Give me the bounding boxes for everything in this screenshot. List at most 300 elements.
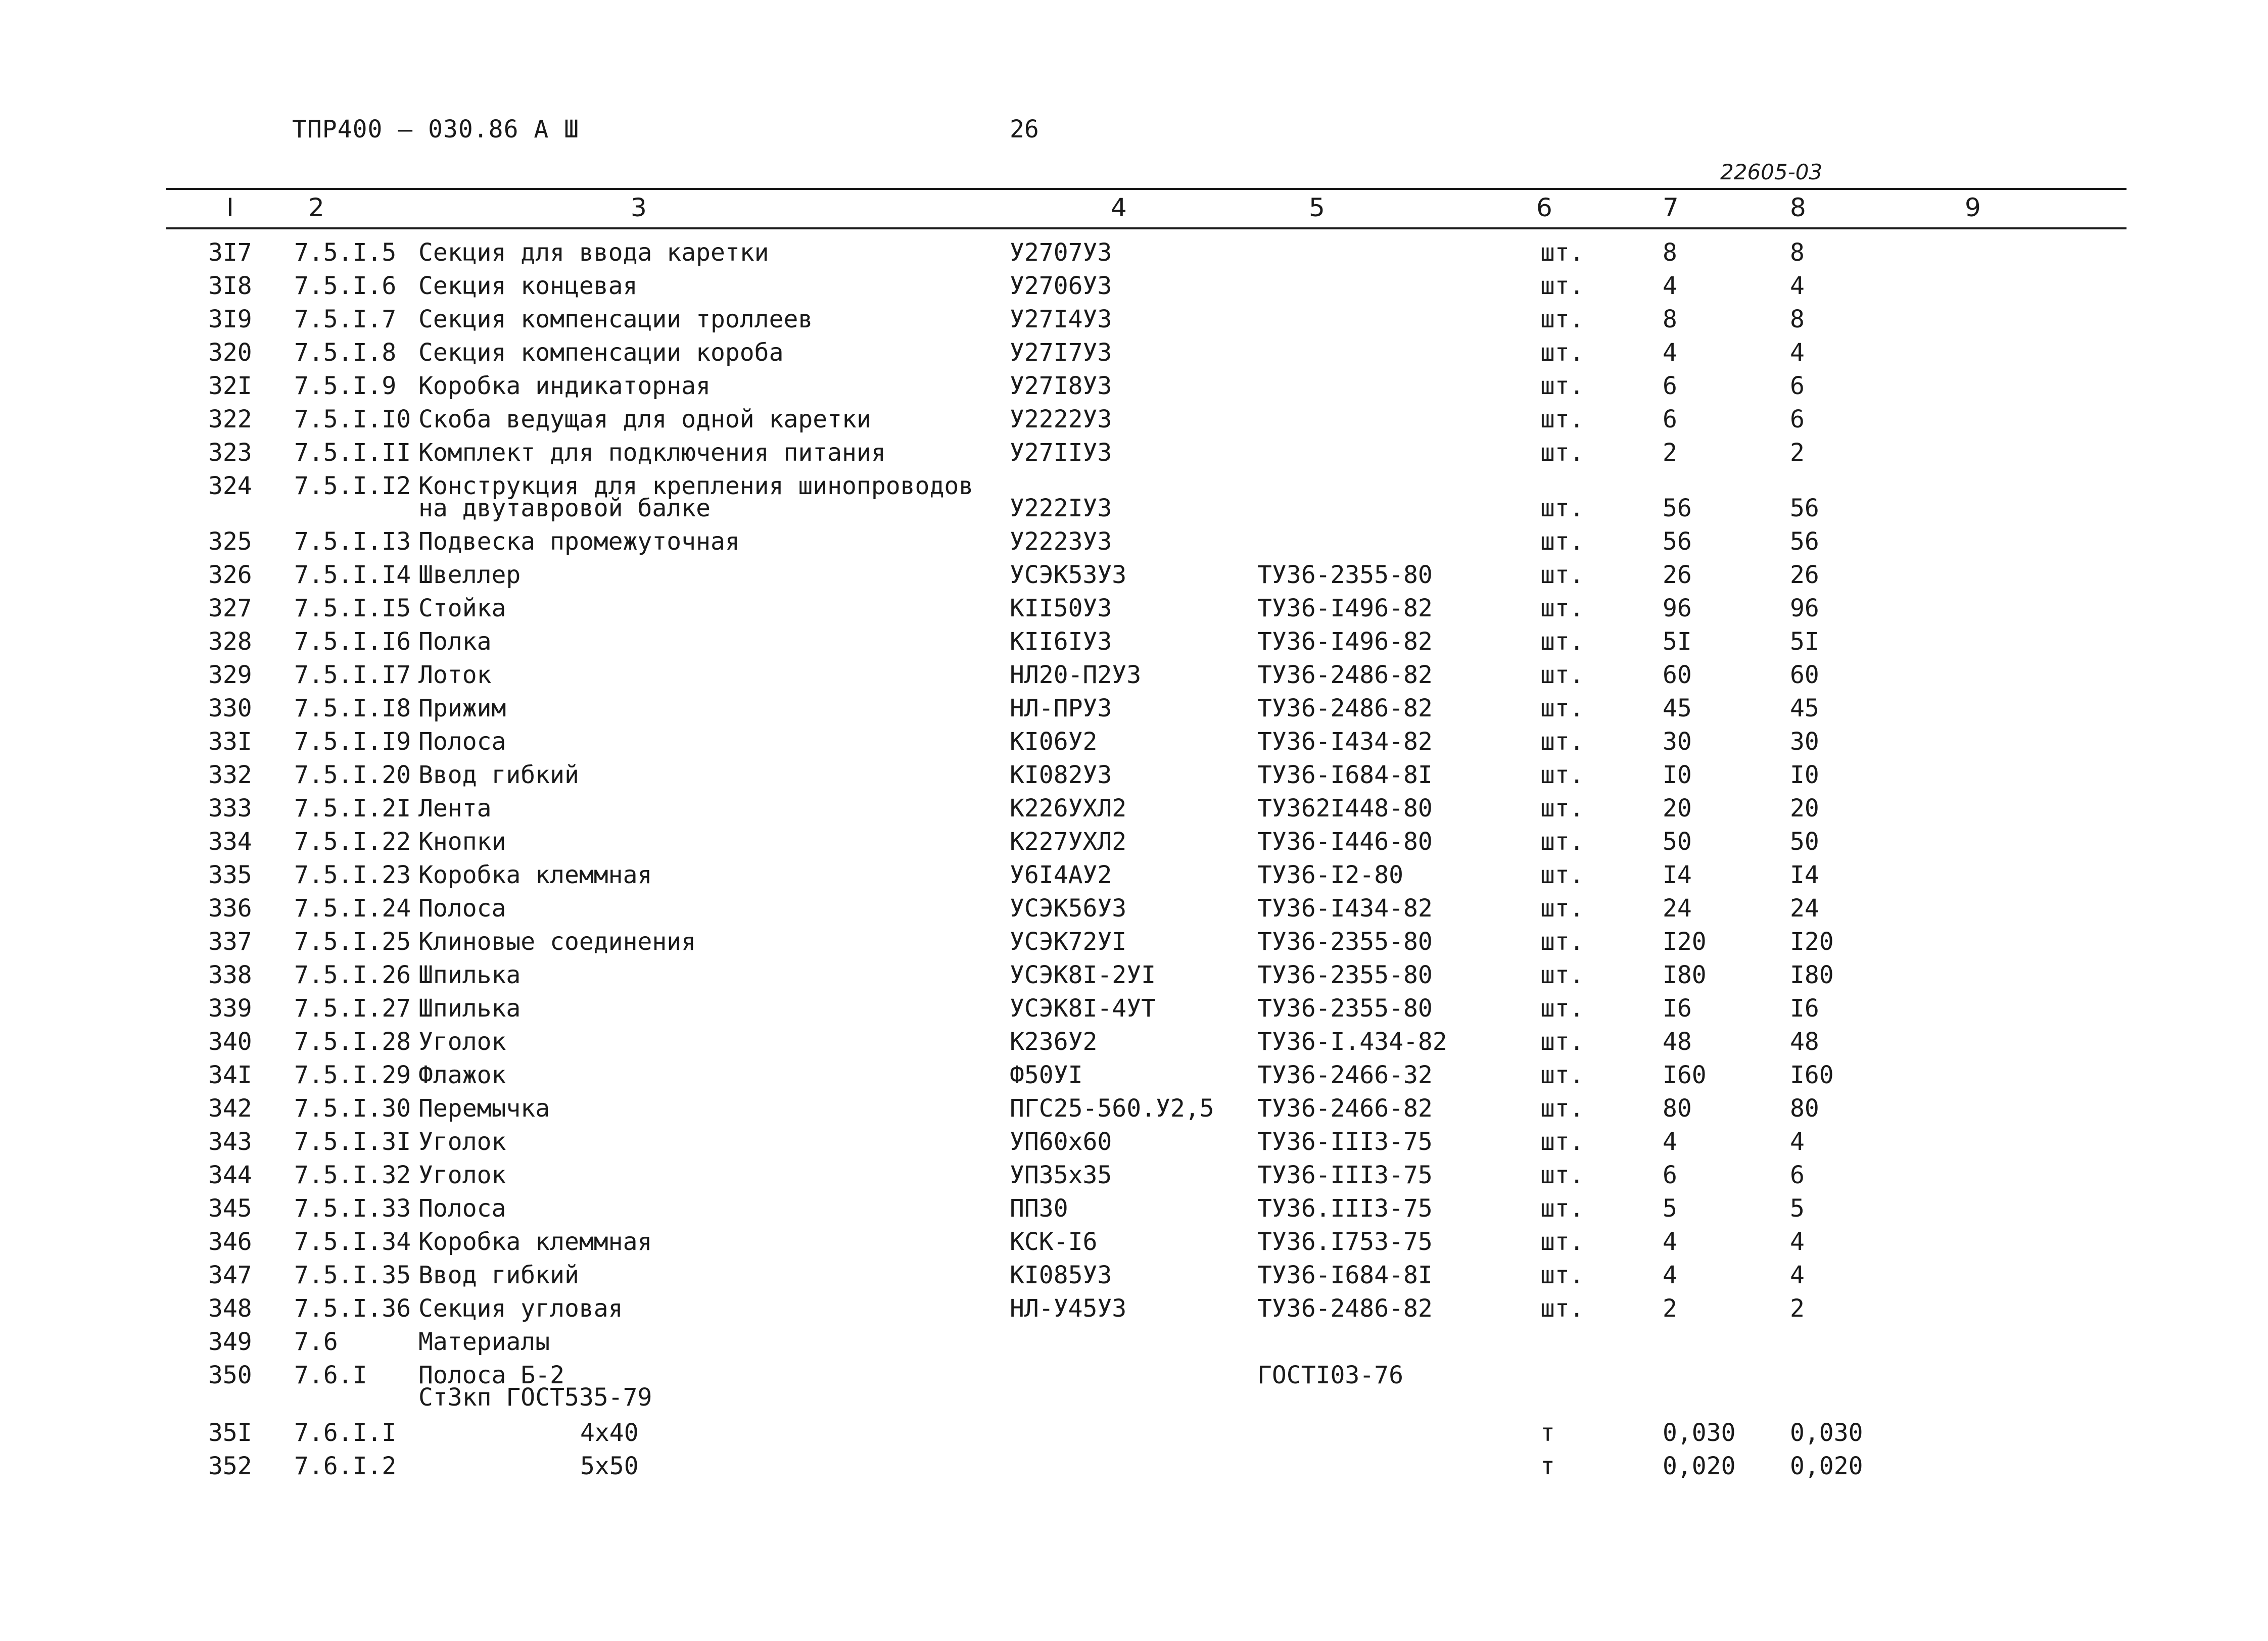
item-mark: ПГС25-560.У2,5 — [1010, 1094, 1214, 1123]
quantity-col7: 60 — [1663, 661, 1692, 689]
item-code: 7.5.I.9 — [294, 372, 397, 400]
item-name: Подвеска промежуточная — [418, 527, 740, 556]
item-name: Ввод гибкий — [418, 761, 579, 789]
item-standard: ТУ36-I684-8I — [1257, 1261, 1433, 1289]
item-standard: ТУ36-2355-80 — [1257, 961, 1433, 989]
quantity-col8: 24 — [1790, 894, 1819, 923]
item-unit: шт. — [1540, 861, 1584, 889]
item-mark: У27I4У3 — [1010, 305, 1112, 333]
item-standard: ТУ36-I.434-82 — [1257, 1028, 1447, 1056]
item-unit: шт. — [1540, 561, 1584, 589]
quantity-col8: 2 — [1790, 439, 1805, 467]
item-standard: ТУ36-2486-82 — [1257, 694, 1433, 722]
table-row — [0, 272, 2268, 305]
item-name: Уголок — [418, 1128, 506, 1156]
item-standard: ТУ36.III3-75 — [1257, 1194, 1433, 1223]
table-row — [0, 661, 2268, 694]
item-code: 7.5.I.II — [294, 439, 411, 467]
quantity-col8: 45 — [1790, 694, 1819, 722]
table-row — [0, 1294, 2268, 1328]
item-name: Шпилька — [418, 961, 521, 989]
item-mark: У2222У3 — [1010, 405, 1112, 433]
item-code: 7.5.I.26 — [294, 961, 411, 989]
item-mark: УСЭК56У3 — [1010, 894, 1127, 923]
item-code: 7.6.I.2 — [294, 1452, 397, 1480]
quantity-col8: I60 — [1790, 1061, 1834, 1089]
table-row — [0, 1128, 2268, 1161]
item-code: 7.5.I.I8 — [294, 694, 411, 722]
quantity-col8: 4 — [1790, 1228, 1805, 1256]
item-code: 7.5.I.35 — [294, 1261, 411, 1289]
quantity-col7: I4 — [1663, 861, 1692, 889]
quantity-col7: 20 — [1663, 794, 1692, 823]
quantity-col7: 8 — [1663, 305, 1677, 333]
item-unit: шт. — [1540, 728, 1584, 756]
item-name: Скоба ведущая для одной каретки — [418, 405, 871, 433]
row-number: 350 — [208, 1361, 252, 1389]
table-row — [0, 238, 2268, 272]
quantity-col8: 8 — [1790, 238, 1805, 267]
page-number: 26 — [1010, 115, 1039, 143]
quantity-col7: I0 — [1663, 761, 1692, 789]
item-code: 7.5.I.29 — [294, 1061, 411, 1089]
quantity-col7: 4 — [1663, 1128, 1677, 1156]
item-name: Уголок — [418, 1161, 506, 1189]
item-code: 7.5.I.I3 — [294, 527, 411, 556]
item-name: Коробка клеммная — [418, 861, 652, 889]
quantity-col7: 6 — [1663, 372, 1677, 400]
row-number: 3I9 — [208, 305, 252, 333]
item-name: Секция концевая — [418, 272, 638, 300]
item-code: 7.6.I.I — [294, 1419, 397, 1447]
quantity-col7: I80 — [1663, 961, 1707, 989]
item-mark: КСК-I6 — [1010, 1228, 1098, 1256]
item-code: 7.5.I.I0 — [294, 405, 411, 433]
quantity-col7: 50 — [1663, 828, 1692, 856]
table-row — [0, 694, 2268, 728]
item-unit: шт. — [1540, 661, 1584, 689]
item-mark: КII6IУ3 — [1010, 628, 1112, 656]
row-number: 325 — [208, 527, 252, 556]
row-number: 347 — [208, 1261, 252, 1289]
quantity-col7: 2 — [1663, 439, 1677, 467]
column-header-7: 7 — [1663, 193, 1679, 222]
item-name: Клиновые соединения — [418, 928, 696, 956]
item-name: Полоса — [418, 728, 506, 756]
item-name: Лоток — [418, 661, 492, 689]
item-code: 7.5.I.I5 — [294, 594, 411, 622]
quantity-col8: I80 — [1790, 961, 1834, 989]
table-row — [0, 305, 2268, 339]
archive-stamp: 22605-03 — [1720, 160, 1823, 184]
quantity-col8: 2 — [1790, 1294, 1805, 1323]
item-code: 7.5.I.36 — [294, 1294, 411, 1323]
item-name: Секция компенсации троллеев — [418, 305, 813, 333]
table-row — [0, 439, 2268, 472]
item-mark: УП60х60 — [1010, 1128, 1112, 1156]
item-standard: ТУ36.I753-75 — [1257, 1228, 1433, 1256]
column-header-8: 8 — [1790, 193, 1806, 222]
table-row — [0, 928, 2268, 961]
item-standard: ТУ36-2466-32 — [1257, 1061, 1433, 1089]
item-code: 7.5.I.I4 — [294, 561, 411, 589]
quantity-col8: 48 — [1790, 1028, 1819, 1056]
quantity-col7: 5I — [1663, 628, 1692, 656]
item-code: 7.5.I.8 — [294, 339, 397, 367]
table-row — [0, 594, 2268, 628]
row-number: 324 — [208, 472, 252, 500]
item-standard: ГОСТI03-76 — [1257, 1361, 1403, 1389]
item-code: 7.5.I.7 — [294, 305, 397, 333]
item-unit: шт. — [1540, 1294, 1584, 1323]
row-number: 339 — [208, 994, 252, 1023]
item-name: Полоса — [418, 1194, 506, 1223]
table-row — [0, 1094, 2268, 1128]
row-number: 332 — [208, 761, 252, 789]
quantity-col7: 96 — [1663, 594, 1692, 622]
row-number: 345 — [208, 1194, 252, 1223]
quantity-col8: 4 — [1790, 339, 1805, 367]
quantity-col7: 26 — [1663, 561, 1692, 589]
item-standard: ТУ36-I434-82 — [1257, 728, 1433, 756]
item-code: 7.5.I.23 — [294, 861, 411, 889]
item-standard: ТУ36-2466-82 — [1257, 1094, 1433, 1123]
item-unit: шт. — [1540, 928, 1584, 956]
row-number: 346 — [208, 1228, 252, 1256]
item-mark: У2707У3 — [1010, 238, 1112, 267]
item-code: 7.6 — [294, 1328, 338, 1356]
quantity-col8: 6 — [1790, 405, 1805, 433]
item-name-line2: на двутавровой балке — [418, 494, 711, 522]
item-code: 7.5.I.I2 — [294, 472, 411, 500]
quantity-col8: 30 — [1790, 728, 1819, 756]
quantity-col8: 26 — [1790, 561, 1819, 589]
item-size: 5х50 — [580, 1452, 639, 1480]
quantity-col8: 50 — [1790, 828, 1819, 856]
item-standard: ТУ36-2355-80 — [1257, 561, 1433, 589]
item-name: Ввод гибкий — [418, 1261, 579, 1289]
item-name: Лента — [418, 794, 492, 823]
quantity-col8: I4 — [1790, 861, 1819, 889]
item-name: Перемычка — [418, 1094, 550, 1123]
item-name: Коробка клеммная — [418, 1228, 652, 1256]
item-standard: ТУ362I448-80 — [1257, 794, 1433, 823]
row-number: 320 — [208, 339, 252, 367]
quantity-col7: 30 — [1663, 728, 1692, 756]
table-row — [0, 372, 2268, 405]
item-unit: шт. — [1540, 527, 1584, 556]
table-row — [0, 527, 2268, 561]
column-header-6: 6 — [1536, 193, 1552, 222]
item-code: 7.5.I.34 — [294, 1228, 411, 1256]
quantity-col7: 4 — [1663, 339, 1677, 367]
quantity-col7: 4 — [1663, 1261, 1677, 1289]
row-number: 326 — [208, 561, 252, 589]
item-name: Шпилька — [418, 994, 521, 1023]
item-name: Флажок — [418, 1061, 506, 1089]
item-mark: УСЭК53У3 — [1010, 561, 1127, 589]
item-code: 7.5.I.6 — [294, 272, 397, 300]
table-row — [0, 339, 2268, 372]
item-name: Конструкция для крепления шинопроводов — [418, 472, 974, 500]
item-mark: У27IIУ3 — [1010, 439, 1112, 467]
table-top-rule — [166, 188, 2127, 190]
item-name: Полка — [418, 628, 492, 656]
item-unit: шт. — [1540, 994, 1584, 1023]
row-number: 327 — [208, 594, 252, 622]
item-unit: шт. — [1540, 339, 1584, 367]
quantity-col7: 5 — [1663, 1194, 1677, 1223]
column-header-9: 9 — [1965, 193, 1981, 222]
row-number: 328 — [208, 628, 252, 656]
item-code: 7.5.I.2I — [294, 794, 411, 823]
item-unit: шт. — [1540, 238, 1584, 267]
quantity-col8: 5I — [1790, 628, 1819, 656]
item-unit: шт. — [1540, 1161, 1584, 1189]
item-name: Секция угловая — [418, 1294, 623, 1323]
quantity-col7: I60 — [1663, 1061, 1707, 1089]
row-number: 343 — [208, 1128, 252, 1156]
table-row — [0, 1361, 2268, 1412]
item-unit: шт. — [1540, 594, 1584, 622]
item-unit: шт. — [1540, 494, 1584, 522]
item-mark: УП35х35 — [1010, 1161, 1112, 1189]
item-mark: КI06У2 — [1010, 728, 1098, 756]
row-number: 342 — [208, 1094, 252, 1123]
item-name: Швеллер — [418, 561, 521, 589]
item-unit: шт. — [1540, 272, 1584, 300]
row-number: 3I7 — [208, 238, 252, 267]
item-name-line2: Ст3кп ГОСТ535-79 — [418, 1383, 652, 1412]
item-name: Коробка индикаторная — [418, 372, 711, 400]
item-unit: шт. — [1540, 372, 1584, 400]
table-row — [0, 1194, 2268, 1228]
row-number: 340 — [208, 1028, 252, 1056]
document-code: ТПР400 – 030.86 А Ш — [292, 115, 580, 143]
table-row — [0, 1261, 2268, 1294]
table-row — [0, 405, 2268, 439]
table-row — [0, 828, 2268, 861]
quantity-col8: 6 — [1790, 1161, 1805, 1189]
item-mark: К226УХЛ2 — [1010, 794, 1127, 823]
item-mark: У27I7У3 — [1010, 339, 1112, 367]
item-mark: К236У2 — [1010, 1028, 1098, 1056]
item-code: 7.5.I.24 — [294, 894, 411, 923]
row-number: 352 — [208, 1452, 252, 1480]
table-row — [0, 761, 2268, 794]
item-standard: ТУ36-2486-82 — [1257, 1294, 1433, 1323]
table-row — [0, 1228, 2268, 1261]
quantity-col7: 0,030 — [1663, 1419, 1736, 1447]
quantity-col8: 96 — [1790, 594, 1819, 622]
item-mark: У2223У3 — [1010, 527, 1112, 556]
item-name: Полоса Б-2 — [418, 1361, 564, 1389]
row-number: 348 — [208, 1294, 252, 1323]
row-number: 330 — [208, 694, 252, 722]
item-unit: шт. — [1540, 894, 1584, 923]
table-row — [0, 861, 2268, 894]
row-number: 322 — [208, 405, 252, 433]
item-mark: УСЭК8I-2УI — [1010, 961, 1156, 989]
quantity-col7: 45 — [1663, 694, 1692, 722]
quantity-col7: 24 — [1663, 894, 1692, 923]
table-row — [0, 1419, 2268, 1452]
quantity-col7: 56 — [1663, 527, 1692, 556]
column-header-2: 2 — [308, 193, 324, 222]
item-code: 7.5.I.20 — [294, 761, 411, 789]
item-unit: шт. — [1540, 1061, 1584, 1089]
item-code: 7.5.I.32 — [294, 1161, 411, 1189]
item-standard: ТУ36-2355-80 — [1257, 994, 1433, 1023]
table-row — [0, 1452, 2268, 1485]
item-standard: ТУ36-2486-82 — [1257, 661, 1433, 689]
item-standard: ТУ36-I446-80 — [1257, 828, 1433, 856]
item-standard: ТУ36-III3-75 — [1257, 1161, 1433, 1189]
table-row — [0, 628, 2268, 661]
item-name: Прижим — [418, 694, 506, 722]
quantity-col8: 6 — [1790, 372, 1805, 400]
item-name: Секция компенсации короба — [418, 339, 784, 367]
table-row — [0, 1161, 2268, 1194]
item-code: 7.5.I.I7 — [294, 661, 411, 689]
item-name: Секция для ввода каретки — [418, 238, 769, 267]
table-row — [0, 794, 2268, 828]
quantity-col7: 6 — [1663, 1161, 1677, 1189]
item-unit: т — [1540, 1419, 1555, 1447]
quantity-col8: 80 — [1790, 1094, 1819, 1123]
column-header-3: 3 — [631, 193, 647, 222]
item-unit: шт. — [1540, 1094, 1584, 1123]
item-mark: НЛ-ПРУ3 — [1010, 694, 1112, 722]
item-unit: т — [1540, 1452, 1555, 1480]
item-mark: У2706У3 — [1010, 272, 1112, 300]
item-standard: ТУ36-I2-80 — [1257, 861, 1403, 889]
item-mark: КI082У3 — [1010, 761, 1112, 789]
item-mark: УСЭК72УI — [1010, 928, 1127, 956]
item-unit: шт. — [1540, 694, 1584, 722]
quantity-col7: 0,020 — [1663, 1452, 1736, 1480]
row-number: 329 — [208, 661, 252, 689]
quantity-col7: I6 — [1663, 994, 1692, 1023]
item-unit: шт. — [1540, 1128, 1584, 1156]
row-number: 335 — [208, 861, 252, 889]
table-row — [0, 728, 2268, 761]
item-mark: УСЭК8I-4УТ — [1010, 994, 1156, 1023]
row-number: 32I — [208, 372, 252, 400]
quantity-col8: 56 — [1790, 527, 1819, 556]
item-mark: КII50У3 — [1010, 594, 1112, 622]
item-code: 7.5.I.27 — [294, 994, 411, 1023]
item-name: Материалы — [418, 1328, 550, 1356]
row-number: 349 — [208, 1328, 252, 1356]
item-mark: У6I4АУ2 — [1010, 861, 1112, 889]
item-unit: шт. — [1540, 1028, 1584, 1056]
column-header-1: I — [226, 193, 234, 222]
row-number: 33I — [208, 728, 252, 756]
item-unit: шт. — [1540, 439, 1584, 467]
quantity-col7: I20 — [1663, 928, 1707, 956]
item-unit: шт. — [1540, 1228, 1584, 1256]
item-mark: НЛ20-П2У3 — [1010, 661, 1142, 689]
item-code: 7.5.I.33 — [294, 1194, 411, 1223]
item-code: 7.5.I.5 — [294, 238, 397, 267]
item-name: Уголок — [418, 1028, 506, 1056]
table-row — [0, 561, 2268, 594]
item-unit: шт. — [1540, 628, 1584, 656]
quantity-col7: 2 — [1663, 1294, 1677, 1323]
item-code: 7.6.I — [294, 1361, 367, 1389]
row-number: 338 — [208, 961, 252, 989]
item-code: 7.5.I.25 — [294, 928, 411, 956]
item-mark: У27I8У3 — [1010, 372, 1112, 400]
quantity-col8: 4 — [1790, 1128, 1805, 1156]
item-unit: шт. — [1540, 305, 1584, 333]
quantity-col7: 4 — [1663, 1228, 1677, 1256]
quantity-col8: 5 — [1790, 1194, 1805, 1223]
quantity-col8: I20 — [1790, 928, 1834, 956]
item-code: 7.5.I.I6 — [294, 628, 411, 656]
quantity-col8: 0,030 — [1790, 1419, 1863, 1447]
item-mark: НЛ-У45У3 — [1010, 1294, 1127, 1323]
column-header-5: 5 — [1309, 193, 1325, 222]
quantity-col8: 56 — [1790, 494, 1819, 522]
item-name: Комплект для подключения питания — [418, 439, 886, 467]
row-number: 336 — [208, 894, 252, 923]
item-mark: У222IУ3 — [1010, 494, 1112, 522]
item-mark: К227УХЛ2 — [1010, 828, 1127, 856]
quantity-col7: 48 — [1663, 1028, 1692, 1056]
item-standard: ТУ36-2355-80 — [1257, 928, 1433, 956]
item-unit: шт. — [1540, 961, 1584, 989]
item-name: Полоса — [418, 894, 506, 923]
item-unit: шт. — [1540, 1261, 1584, 1289]
quantity-col8: 0,020 — [1790, 1452, 1863, 1480]
row-number: 337 — [208, 928, 252, 956]
row-number: 334 — [208, 828, 252, 856]
item-code: 7.5.I.30 — [294, 1094, 411, 1123]
item-code: 7.5.I.22 — [294, 828, 411, 856]
row-number: 34I — [208, 1061, 252, 1089]
table-row — [0, 1061, 2268, 1094]
row-number: 323 — [208, 439, 252, 467]
quantity-col8: 4 — [1790, 1261, 1805, 1289]
item-mark: КI085У3 — [1010, 1261, 1112, 1289]
item-code: 7.5.I.I9 — [294, 728, 411, 756]
quantity-col7: 56 — [1663, 494, 1692, 522]
table-row — [0, 961, 2268, 994]
item-standard: ТУ36-I434-82 — [1257, 894, 1433, 923]
item-code: 7.5.I.28 — [294, 1028, 411, 1056]
row-number: 35I — [208, 1419, 252, 1447]
item-standard: ТУ36-III3-75 — [1257, 1128, 1433, 1156]
item-unit: шт. — [1540, 405, 1584, 433]
item-name: Стойка — [418, 594, 506, 622]
table-row — [0, 1028, 2268, 1061]
item-size: 4х40 — [580, 1419, 639, 1447]
item-standard: ТУ36-I496-82 — [1257, 628, 1433, 656]
item-standard: ТУ36-I496-82 — [1257, 594, 1433, 622]
item-standard: ТУ36-I684-8I — [1257, 761, 1433, 789]
item-mark: ПП30 — [1010, 1194, 1068, 1223]
quantity-col7: 8 — [1663, 238, 1677, 267]
table-row — [0, 1328, 2268, 1361]
row-number: 344 — [208, 1161, 252, 1189]
column-header-4: 4 — [1111, 193, 1127, 222]
quantity-col7: 6 — [1663, 405, 1677, 433]
quantity-col7: 80 — [1663, 1094, 1692, 1123]
quantity-col8: 8 — [1790, 305, 1805, 333]
item-code: 7.5.I.3I — [294, 1128, 411, 1156]
